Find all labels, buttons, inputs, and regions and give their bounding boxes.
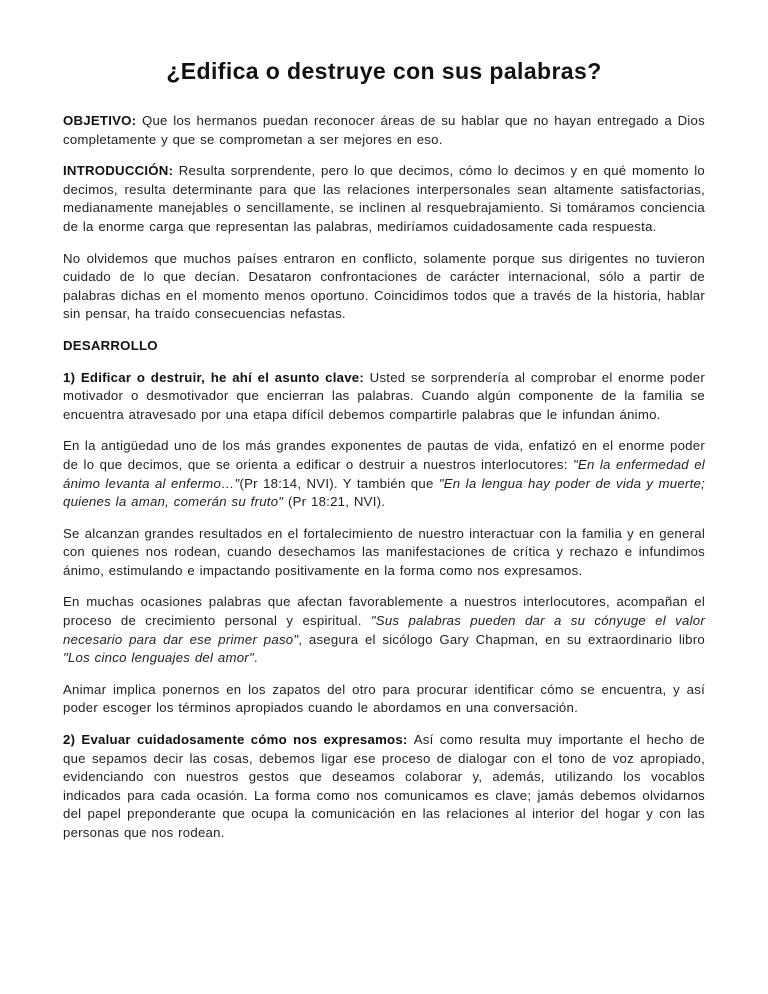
paragraph-segment: Que los hermanos puedan reconocer áreas de su hablar que no hayan entregado a Dios completamente y que se comprometan a ser mejores en eso. xyxy=(63,113,705,147)
paragraph-segment: Así como resulta muy importante el hecho de que sepamos decir las cosas, debemos ligar ese proceso de dialogar con el tono de voz apropiado, evidenciando con nuestros gestos que deseamos colaborar y, además, utilizando los vocablos indicados para cada ocasión. La forma como nos comunicamos es clave; jamás debemos olvidarnos del papel preponderante que ocupa la comunicación en las relaciones al interior del hogar y con las personas que nos rodean. xyxy=(63,732,705,840)
document-body xyxy=(63,112,705,843)
paragraph-segment: "En la lengua hay poder de vida y muerte; quienes la aman, comerán su fruto" xyxy=(63,475,705,510)
paragraph-segment: "Sus palabras pueden dar a su cónyuge el valor necesario para dar ese primer paso" xyxy=(63,613,705,647)
document-title: ¿Edifica o destruye con sus palabras? xyxy=(166,58,602,84)
paragraph xyxy=(63,112,705,149)
paragraph-segment: "Los cinco lenguajes del amor" xyxy=(63,650,254,666)
paragraph-segment: 1) Edificar o destruir, he ahí el asunto clave: xyxy=(63,369,370,385)
paragraph-segment: INTRODUCCIÓN: xyxy=(63,163,179,179)
paragraph xyxy=(63,437,705,511)
paragraph-segment: 2) Evaluar cuidadosamente cómo nos expresamos: xyxy=(63,732,414,748)
paragraph-segment: Se alcanzan grandes resultados en el fortalecimiento de nuestro interactuar con la familia y en general con quienes nos rodean, cuando desechamos las manifestaciones de crítica y rechazo e infundimos ánimo, estimulando e impactando positivamente en la forma como nos expresamos. xyxy=(63,525,705,578)
paragraph-segment: . xyxy=(253,650,258,666)
paragraph xyxy=(63,250,705,324)
paragraph-segment: Usted se sorprendería al comprobar el enorme poder motivador o desmotivador que encierran las palabras. Cuando algún componente de la familia se encuentra atravesado por una etapa difícil debemos compartirle palabras que le infundan ánimo. xyxy=(63,369,705,422)
paragraph xyxy=(63,369,705,425)
paragraph-segment: OBJETIVO: xyxy=(63,113,142,128)
paragraph-segment: Resulta sorprendente, pero lo que decimos, cómo lo decimos y en qué momento lo decimos, resulta determinante para que las relaciones interpersonales sean altamente satisfactorias, medianamente manejables o sencillamente, se inclinen al resquebrajamiento. Si tomáramos conciencia de la enorme carga que representan las palabras, mediríamos cuidadosamente cada respuesta. xyxy=(63,163,706,234)
paragraph xyxy=(63,731,705,843)
paragraph xyxy=(63,162,705,236)
paragraph-segment: En muchas ocasiones palabras que afectan favorablemente a nuestros interlocutores, acompañan el proceso de crecimiento personal y espiritual. xyxy=(63,594,705,629)
paragraph-segment: Animar implica ponernos en los zapatos del otro para procurar identificar cómo se encuentra, y así poder escoger los términos apropiados cuando le abordamos en una conversación. xyxy=(63,681,705,716)
paragraph xyxy=(63,681,705,718)
paragraph-segment: (Pr 18:14, NVI). Y también que xyxy=(239,475,439,491)
paragraph-segment: , asegura el sicólogo Gary Chapman, en su extraordinario libro xyxy=(298,631,705,647)
paragraph-segment: (Pr 18:21, NVI). xyxy=(283,494,386,510)
paragraph-segment: DESARROLLO xyxy=(63,337,158,353)
paragraph xyxy=(63,593,705,667)
section-heading xyxy=(63,337,705,356)
paragraph-segment: En la antigüedad uno de los más grandes exponentes de pautas de vida, enfatizó en el enorme poder de lo que decimos, que se orienta a edificar o destruir a nuestros interlocutores: xyxy=(63,438,705,472)
paragraph-segment: No olvidemos que muchos países entraron en conflicto, solamente porque sus dirigentes no tuvieron cuidado de lo que decían. Desataron confrontaciones de carácter internacional, sólo a partir de palabras dichas en el momento menos oportuno. Coincidimos todos que a través de la historia, hablar sin pensar, ha traído consecuencias nefastas. xyxy=(63,250,705,322)
paragraph-segment: "En la enfermedad el ánimo levanta al enfermo…" xyxy=(63,456,705,491)
paragraph xyxy=(63,525,705,581)
